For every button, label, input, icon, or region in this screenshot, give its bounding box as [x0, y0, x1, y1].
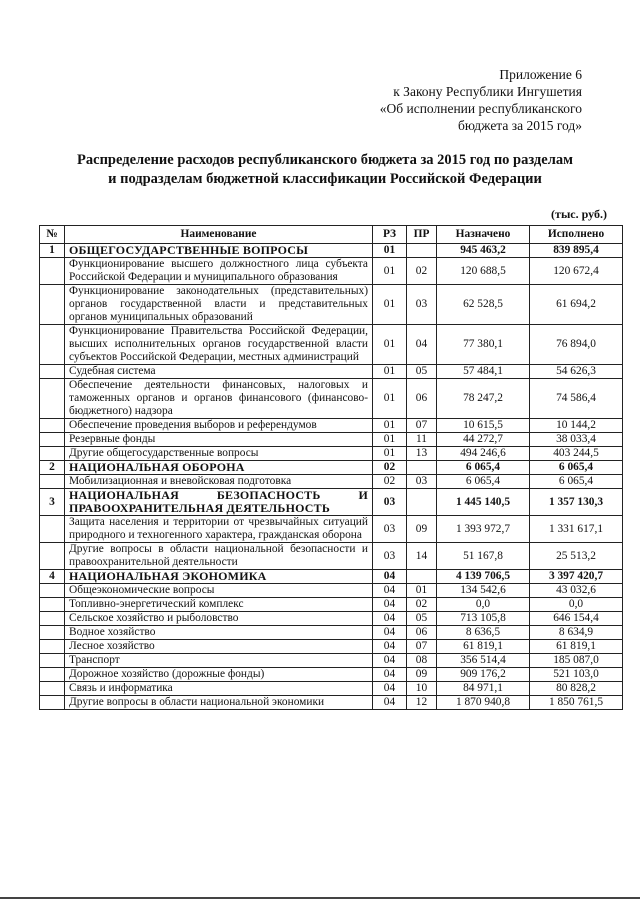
table-row [40, 584, 623, 598]
row-pr [407, 570, 437, 584]
row-number: 4 [40, 570, 65, 584]
table-row [40, 640, 623, 654]
row-rz: 03 [373, 489, 407, 516]
row-pr: 09 [407, 516, 437, 543]
row-number [40, 668, 65, 682]
row-assigned: 44 272,7 [437, 433, 530, 447]
row-assigned: 134 542,6 [437, 584, 530, 598]
row-name: Другие вопросы в области национальной экономики [65, 696, 373, 710]
table-body [40, 244, 623, 710]
row-rz: 04 [373, 668, 407, 682]
row-executed: 185 087,0 [530, 654, 623, 668]
row-number [40, 325, 65, 365]
row-number [40, 612, 65, 626]
table-header-row [40, 226, 623, 244]
row-rz: 03 [373, 543, 407, 570]
row-assigned: 51 167,8 [437, 543, 530, 570]
row-pr: 03 [407, 285, 437, 325]
table-row [40, 654, 623, 668]
row-number [40, 365, 65, 379]
row-assigned: 945 463,2 [437, 244, 530, 258]
row-number [40, 543, 65, 570]
row-pr: 11 [407, 433, 437, 447]
row-pr: 07 [407, 419, 437, 433]
document-title [40, 151, 610, 189]
row-name: Другие вопросы в области национальной безопасности и правоохранительной деятельности [65, 543, 373, 570]
row-executed: 1 331 617,1 [530, 516, 623, 543]
appendix-line: бюджета за 2015 год» [458, 118, 582, 133]
row-pr: 09 [407, 668, 437, 682]
section-row [40, 244, 623, 258]
row-number [40, 285, 65, 325]
row-name: Функционирование Правительства Российской Федерации, высших исполнительных органов государственной власти субъектов Российской Федерации, местных администраций [65, 325, 373, 365]
table-row [40, 258, 623, 285]
row-number [40, 598, 65, 612]
budget-table [39, 225, 623, 710]
row-rz: 04 [373, 682, 407, 696]
row-executed: 646 154,4 [530, 612, 623, 626]
row-assigned: 1 870 940,8 [437, 696, 530, 710]
title-line-2: и подразделам бюджетной классификации Российской Федерации [108, 171, 542, 187]
appendix-line: к Закону Республики Ингушетия [393, 84, 582, 99]
row-rz: 04 [373, 654, 407, 668]
table-row [40, 447, 623, 461]
row-executed: 6 065,4 [530, 475, 623, 489]
row-assigned: 4 139 706,5 [437, 570, 530, 584]
table-row [40, 365, 623, 379]
row-assigned: 84 971,1 [437, 682, 530, 696]
row-executed: 1 850 761,5 [530, 696, 623, 710]
row-pr: 04 [407, 325, 437, 365]
row-executed: 43 032,6 [530, 584, 623, 598]
row-name: ОБЩЕГОСУДАРСТВЕННЫЕ ВОПРОСЫ [65, 244, 373, 258]
row-executed: 10 144,2 [530, 419, 623, 433]
row-name: Судебная система [65, 365, 373, 379]
row-executed: 38 033,4 [530, 433, 623, 447]
row-pr: 14 [407, 543, 437, 570]
table-row [40, 325, 623, 365]
row-name: Топливно-энергетический комплекс [65, 598, 373, 612]
row-rz: 02 [373, 475, 407, 489]
row-name: Резервные фонды [65, 433, 373, 447]
row-number [40, 447, 65, 461]
row-assigned: 356 514,4 [437, 654, 530, 668]
row-assigned: 62 528,5 [437, 285, 530, 325]
table-row [40, 285, 623, 325]
row-pr [407, 489, 437, 516]
row-number: 3 [40, 489, 65, 516]
row-number [40, 379, 65, 419]
row-rz: 04 [373, 598, 407, 612]
row-name: НАЦИОНАЛЬНАЯ БЕЗОПАСНОСТЬ И ПРАВООХРАНИТЕЛЬНАЯ ДЕЯТЕЛЬНОСТЬ [65, 489, 373, 516]
row-assigned: 909 176,2 [437, 668, 530, 682]
appendix-block [322, 66, 582, 134]
row-number [40, 433, 65, 447]
row-rz: 01 [373, 433, 407, 447]
row-rz: 01 [373, 379, 407, 419]
row-number [40, 682, 65, 696]
row-pr: 06 [407, 379, 437, 419]
row-executed: 0,0 [530, 598, 623, 612]
row-pr [407, 461, 437, 475]
table-row [40, 543, 623, 570]
title-line-1: Распределение расходов республиканского бюджета за 2015 год по разделам [77, 152, 573, 168]
row-executed: 8 634,9 [530, 626, 623, 640]
row-number [40, 258, 65, 285]
row-pr: 02 [407, 598, 437, 612]
table-row [40, 419, 623, 433]
row-name: Общеэкономические вопросы [65, 584, 373, 598]
row-pr: 02 [407, 258, 437, 285]
row-number [40, 584, 65, 598]
row-executed: 74 586,4 [530, 379, 623, 419]
table-row [40, 612, 623, 626]
row-assigned: 77 380,1 [437, 325, 530, 365]
row-executed: 61 819,1 [530, 640, 623, 654]
table-row [40, 696, 623, 710]
row-number [40, 654, 65, 668]
row-assigned: 120 688,5 [437, 258, 530, 285]
scan-edge-line [0, 897, 640, 899]
row-rz: 01 [373, 244, 407, 258]
row-rz: 01 [373, 325, 407, 365]
header-assigned: Назначено [437, 226, 530, 244]
row-name: НАЦИОНАЛЬНАЯ ЭКОНОМИКА [65, 570, 373, 584]
row-rz: 01 [373, 447, 407, 461]
row-pr: 05 [407, 612, 437, 626]
row-assigned: 10 615,5 [437, 419, 530, 433]
row-assigned: 6 065,4 [437, 461, 530, 475]
row-assigned: 713 105,8 [437, 612, 530, 626]
row-name: Обеспечение проведения выборов и референдумов [65, 419, 373, 433]
row-assigned: 1 393 972,7 [437, 516, 530, 543]
row-executed: 403 244,5 [530, 447, 623, 461]
row-assigned: 0,0 [437, 598, 530, 612]
row-name: Связь и информатика [65, 682, 373, 696]
appendix-line: «Об исполнении республиканского [379, 101, 582, 116]
row-number [40, 516, 65, 543]
row-number [40, 419, 65, 433]
table-row [40, 682, 623, 696]
row-number [40, 475, 65, 489]
row-pr [407, 244, 437, 258]
row-pr: 03 [407, 475, 437, 489]
table-row [40, 379, 623, 419]
row-rz: 04 [373, 696, 407, 710]
row-executed: 839 895,4 [530, 244, 623, 258]
row-name: Транспорт [65, 654, 373, 668]
table-row [40, 668, 623, 682]
table-row [40, 626, 623, 640]
row-executed: 80 828,2 [530, 682, 623, 696]
header-executed: Исполнено [530, 226, 623, 244]
row-name: Лесное хозяйство [65, 640, 373, 654]
row-name: Функционирование законодательных (представительных) органов государственной власти и представительных органов муниципальных образований [65, 285, 373, 325]
row-name: Обеспечение деятельности финансовых, налоговых и таможенных органов и органов финансового (финансово-бюджетного) надзора [65, 379, 373, 419]
units-label: (тыс. руб.) [551, 207, 607, 221]
row-executed: 54 626,3 [530, 365, 623, 379]
row-rz: 01 [373, 258, 407, 285]
row-pr: 01 [407, 584, 437, 598]
row-assigned: 61 819,1 [437, 640, 530, 654]
row-rz: 04 [373, 640, 407, 654]
row-number: 2 [40, 461, 65, 475]
row-name: Защита населения и территории от чрезвычайных ситуаций природного и техногенного характера, гражданская оборона [65, 516, 373, 543]
table-row [40, 516, 623, 543]
row-pr: 12 [407, 696, 437, 710]
row-number [40, 626, 65, 640]
row-number [40, 696, 65, 710]
row-rz: 01 [373, 285, 407, 325]
row-name: Сельское хозяйство и рыболовство [65, 612, 373, 626]
row-executed: 76 894,0 [530, 325, 623, 365]
row-pr: 13 [407, 447, 437, 461]
row-assigned: 1 445 140,5 [437, 489, 530, 516]
row-assigned: 494 246,6 [437, 447, 530, 461]
header-name: Наименование [65, 226, 373, 244]
row-rz: 02 [373, 461, 407, 475]
table-row [40, 433, 623, 447]
appendix-line: Приложение 6 [499, 67, 582, 82]
row-name: Мобилизационная и вневойсковая подготовка [65, 475, 373, 489]
row-executed: 3 397 420,7 [530, 570, 623, 584]
row-rz: 01 [373, 419, 407, 433]
row-number: 1 [40, 244, 65, 258]
row-executed: 61 694,2 [530, 285, 623, 325]
row-rz: 03 [373, 516, 407, 543]
row-name: Другие общегосударственные вопросы [65, 447, 373, 461]
header-num: № [40, 226, 65, 244]
table-row [40, 475, 623, 489]
row-rz: 04 [373, 570, 407, 584]
row-executed: 1 357 130,3 [530, 489, 623, 516]
section-row [40, 570, 623, 584]
section-row [40, 489, 623, 516]
row-name: НАЦИОНАЛЬНАЯ ОБОРОНА [65, 461, 373, 475]
row-pr: 08 [407, 654, 437, 668]
table-row [40, 598, 623, 612]
row-name: Водное хозяйство [65, 626, 373, 640]
section-row [40, 461, 623, 475]
row-rz: 04 [373, 612, 407, 626]
row-assigned: 57 484,1 [437, 365, 530, 379]
row-number [40, 640, 65, 654]
row-executed: 120 672,4 [530, 258, 623, 285]
row-name: Функционирование высшего должностного лица субъекта Российской Федерации и муниципального образования [65, 258, 373, 285]
header-rz: РЗ [373, 226, 407, 244]
row-pr: 06 [407, 626, 437, 640]
row-assigned: 8 636,5 [437, 626, 530, 640]
row-executed: 6 065,4 [530, 461, 623, 475]
row-rz: 04 [373, 626, 407, 640]
row-pr: 07 [407, 640, 437, 654]
row-executed: 521 103,0 [530, 668, 623, 682]
row-pr: 05 [407, 365, 437, 379]
row-rz: 01 [373, 365, 407, 379]
row-name: Дорожное хозяйство (дорожные фонды) [65, 668, 373, 682]
row-assigned: 6 065,4 [437, 475, 530, 489]
row-rz: 04 [373, 584, 407, 598]
row-executed: 25 513,2 [530, 543, 623, 570]
row-assigned: 78 247,2 [437, 379, 530, 419]
header-pr: ПР [407, 226, 437, 244]
row-pr: 10 [407, 682, 437, 696]
